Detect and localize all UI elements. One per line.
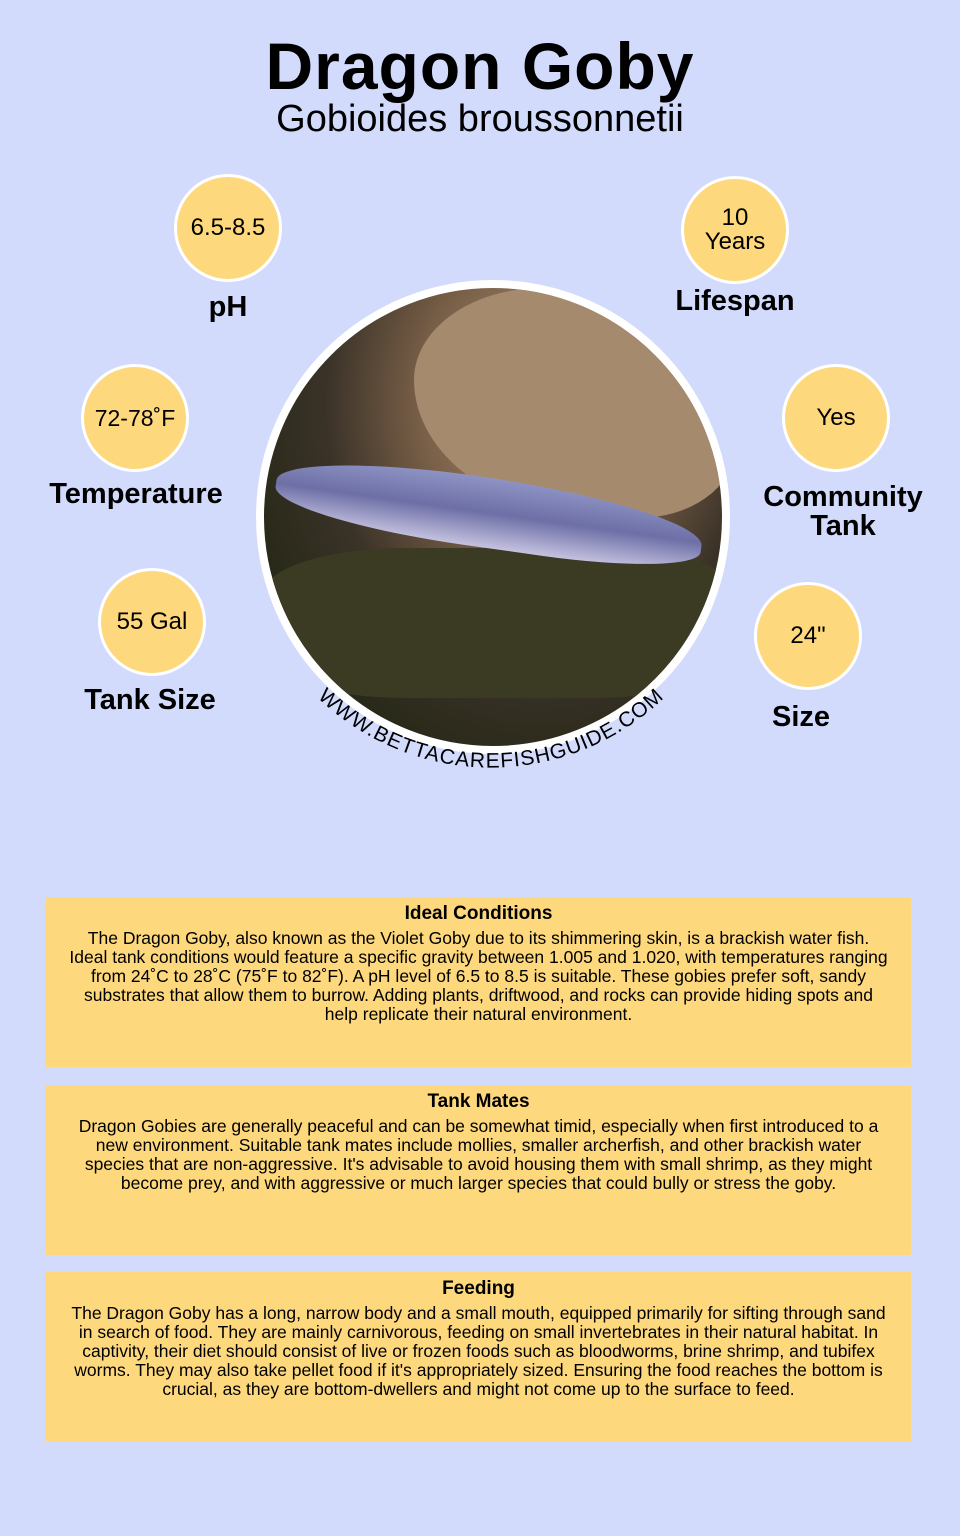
section-text: The Dragon Goby has a long, narrow body and a small mouth, equipped primarily for sifting through sand in search of food. They are mainly carnivorous, feeding on small invertebrates in their natural habitat. In captivity, their diet should consist of live or frozen foods such as bloodworms, brine shrimp, and tubifex worms. They may also take pellet food if it's appropriately sized. Ensuring the food reaches the bottom is crucial, as they are bottom-dwellers and might not come up to the surface to feed. <box>71 1303 886 1399</box>
section-title: Ideal Conditions <box>404 903 553 924</box>
ph-label: pH <box>208 291 248 323</box>
lifespan-label: Lifespan <box>675 285 795 317</box>
size-value: 24" <box>754 582 862 690</box>
section-title: Tank Mates <box>427 1091 530 1112</box>
page-title: Dragon Goby <box>265 29 695 103</box>
svg-text:WWW.BETTACAREFISHGUIDE.COM <box>314 684 668 773</box>
lifespan-value: 10 Years <box>681 176 789 284</box>
section-text: Dragon Gobies are generally peaceful and can be somewhat timid, especially when first introduced to a new environment. Suitable tank mates include mollies, smaller archerfish, and other brackish water species that are non-aggressive. It's advisable to avoid housing them with small shrimp, as they might become prey, and with aggressive or much larger species that could bully or stress the goby. <box>78 1116 879 1193</box>
website-url: WWW.BETTACAREFISHGUIDE.COM <box>313 684 669 773</box>
community-label: Community Tank <box>763 481 923 542</box>
size-label: Size <box>771 701 831 733</box>
scientific-name: Gobioides broussonnetii <box>276 98 684 140</box>
temperature-label: Temperature <box>49 478 223 510</box>
tank-size-label: Tank Size <box>84 684 216 716</box>
tank-size-value: 55 Gal <box>98 568 206 676</box>
section-title: Feeding <box>442 1278 515 1299</box>
feeding-section <box>46 1272 911 1442</box>
tank-mates-section <box>46 1085 911 1255</box>
community-value: Yes <box>782 364 890 472</box>
section-text: The Dragon Goby, also known as the Violet Goby due to its shimmering skin, is a brackish water fish. Ideal tank conditions would feature a specific gravity between 1.005 and 1.020, with temperatures ranging from 24˚C to 28˚C (75˚F to 82˚F). A pH level of 6.5 to 8.5 is suitable. These gobies prefer soft, sandy substrates that allow them to burrow. Adding plants, driftwood, and rocks can provide hiding spots and help replicate their natural environment. <box>69 928 888 1024</box>
ph-value: 6.5-8.5 <box>174 174 282 282</box>
ideal-conditions-section <box>46 897 911 1067</box>
temperature-value: 72-78˚F <box>81 364 189 472</box>
